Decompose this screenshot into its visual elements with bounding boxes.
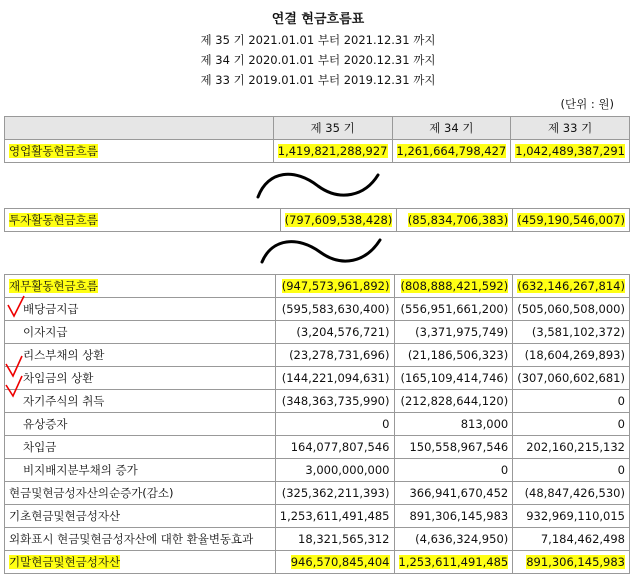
unit-label: (단위 : 원) [560,97,614,111]
value-35: (23,278,731,696) [275,344,394,367]
tilde-squiggle [262,240,380,262]
value-33: (18,604,269,893) [513,344,630,367]
row-label: 영업활동현금흐름 [9,144,98,158]
value-35: 0 [275,413,394,436]
row-label: 배당금지급 [5,298,276,321]
value-35: (947,573,961,892) [281,279,390,293]
table-row [5,528,630,551]
value-34: 0 [394,459,513,482]
value-35: 164,077,807,546 [275,436,394,459]
period-35: 제 35 기 2021.01.01 부터 2021.12.31 까지 [200,33,436,47]
table-row [5,505,630,528]
value-33: 0 [513,413,630,436]
value-35: (144,221,094,631) [275,367,394,390]
row-label: 차입금의 상환 [5,367,276,390]
value-34: 813,000 [394,413,513,436]
value-35: (797,609,538,428) [284,213,393,227]
value-34: 1,253,611,491,485 [398,555,509,569]
value-33: 7,184,462,498 [513,528,630,551]
header-cell: 제 35 기 [273,117,392,140]
row-label: 재무활동현금흐름 [9,279,98,293]
value-35: (3,204,576,721) [275,321,394,344]
row-label: 현금및현금성자산의순증가(감소) [5,482,276,505]
value-35: 1,419,821,288,927 [277,144,388,158]
cashflow-table-investing [4,208,630,232]
table-row [5,344,630,367]
value-33: 932,969,110,015 [513,505,630,528]
value-34: (808,888,421,592) [400,279,509,293]
table-row [5,390,630,413]
row-label: 기초현금및현금성자산 [5,505,276,528]
cashflow-table-operating [4,116,630,163]
value-33: 0 [513,459,630,482]
table-row [5,321,630,344]
value-35: 1,253,611,491,485 [275,505,394,528]
value-34: (165,109,414,746) [394,367,513,390]
value-34: (85,834,706,383) [407,213,509,227]
table-row [5,140,630,163]
row-label: 자기주식의 취득 [5,390,276,413]
value-33: 891,306,145,983 [526,555,625,569]
value-34: 891,306,145,983 [394,505,513,528]
row-label: 이자지급 [5,321,276,344]
value-34: 150,558,967,546 [394,436,513,459]
value-33: 202,160,215,132 [513,436,630,459]
header-cell [5,117,274,140]
value-34: (556,951,661,200) [394,298,513,321]
period-34: 제 34 기 2020.01.01 부터 2020.12.31 까지 [200,53,436,67]
table-row [5,367,630,390]
value-35: 3,000,000,000 [275,459,394,482]
table-row [5,551,630,574]
table-row [5,298,630,321]
row-label: 비지배지분부채의 증가 [5,459,276,482]
row-label: 유상증자 [5,413,276,436]
value-35: (595,583,630,400) [275,298,394,321]
table-row [5,275,630,298]
tilde-squiggle [258,174,378,197]
row-label: 기말현금및현금성자산 [9,555,121,569]
value-34: (21,186,506,323) [394,344,513,367]
period-33: 제 33 기 2019.01.01 부터 2019.12.31 까지 [200,73,436,87]
header-cell: 제 34 기 [392,117,511,140]
value-33: 1,042,489,387,291 [515,144,625,158]
value-33: (3,581,102,372) [513,321,630,344]
value-35: 18,321,565,312 [275,528,394,551]
value-35: (348,363,735,990) [275,390,394,413]
value-34: 1,261,664,798,427 [396,144,507,158]
value-33: (505,060,508,000) [513,298,630,321]
cashflow-table-financing [4,274,630,574]
value-33: 0 [513,390,630,413]
row-label: 차입금 [5,436,276,459]
table-row [5,459,630,482]
row-label: 투자활동현금흐름 [9,213,98,227]
value-35: 946,570,845,404 [290,555,390,569]
table-row [5,209,630,232]
row-label: 외화표시 현금및현금성자산에 대한 환율변동효과 [5,528,276,551]
value-33: (307,060,602,681) [513,367,630,390]
value-33: (459,190,546,007) [517,213,625,227]
value-34: 366,941,670,452 [394,482,513,505]
table-row [5,413,630,436]
value-34: (4,636,324,950) [394,528,513,551]
header-cell: 제 33 기 [511,117,630,140]
value-35: (325,362,211,393) [275,482,394,505]
value-34: (3,371,975,749) [394,321,513,344]
value-33: (48,847,426,530) [513,482,630,505]
table-row [5,482,630,505]
value-34: (212,828,644,120) [394,390,513,413]
table-row [5,436,630,459]
row-label: 리스부채의 상환 [5,344,276,367]
statement-title: 연결 현금흐름표 [271,12,365,27]
header-row [5,117,630,140]
value-33: (632,146,267,814) [517,279,625,293]
